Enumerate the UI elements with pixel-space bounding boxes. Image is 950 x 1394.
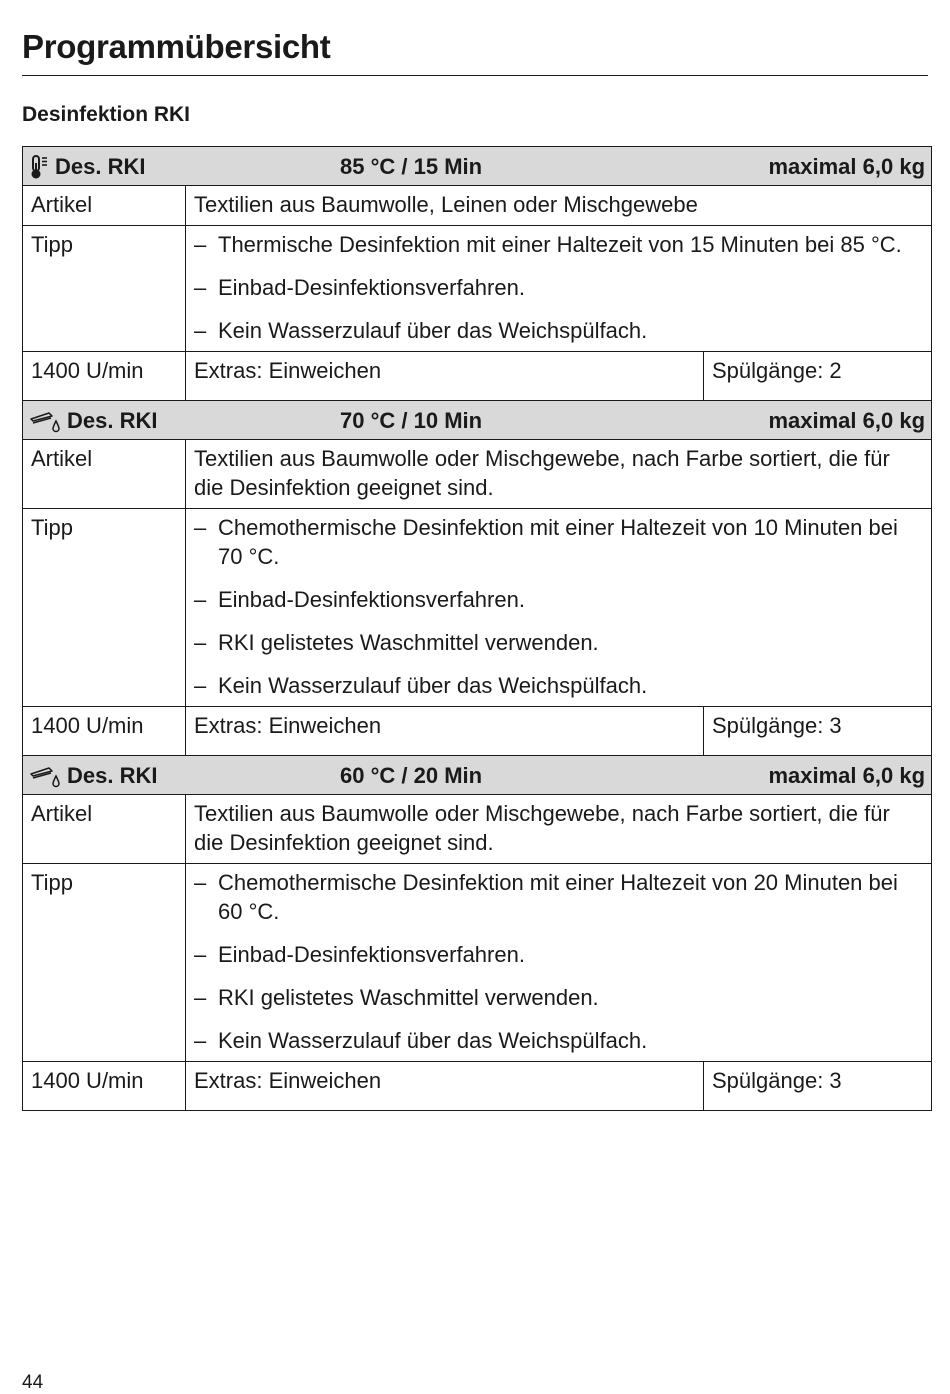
- program-max-load: maximal 6,0 kg: [768, 763, 926, 788]
- program-name: Des. RKI: [67, 763, 158, 788]
- artikel-label: Artikel: [23, 186, 186, 226]
- artikel-row: [23, 440, 932, 509]
- tipp-item: – Chemothermische Desinfektion mit einer Haltezeit von 20 Minuten bei 60 °C.: [194, 868, 923, 926]
- program-header: [23, 401, 932, 440]
- page-number: 44: [22, 1372, 44, 1393]
- program-name: Des. RKI: [67, 408, 158, 433]
- tipp-item: – Thermische Desinfektion mit einer Haltezeit von 15 Minuten bei 85 °C.: [194, 230, 923, 259]
- tipp-item: – Einbad-Desinfektionsverfahren.: [194, 940, 923, 969]
- chemical-dose-icon: [29, 409, 63, 433]
- tipp-list: [194, 868, 923, 1055]
- artikel-label: Artikel: [23, 440, 186, 509]
- program-header: [23, 756, 932, 795]
- artikel-text: Textilien aus Baumwolle, Leinen oder Mischgewebe: [186, 186, 932, 226]
- tipp-item: – Einbad-Desinfektionsverfahren.: [194, 585, 923, 614]
- artikel-text: Textilien aus Baumwolle oder Mischgewebe, nach Farbe sortiert, die für die Desinfektion geeignet sind.: [186, 795, 932, 864]
- spin-speed: 1400 U/min: [23, 707, 186, 756]
- artikel-text: Textilien aus Baumwolle oder Mischgewebe, nach Farbe sortiert, die für die Desinfektion geeignet sind.: [186, 440, 932, 509]
- rinse-count: Spülgänge: 3: [704, 1062, 932, 1111]
- program-tables: [22, 146, 931, 1111]
- tipp-list: [194, 513, 923, 700]
- tipp-row: [23, 509, 932, 707]
- chemical-dose-icon: [29, 764, 63, 788]
- tipp-item: – RKI gelistetes Waschmittel verwenden.: [194, 628, 923, 657]
- program-temperature-time: 70 °C / 10 Min: [340, 408, 483, 433]
- extras: Extras: Einweichen: [186, 352, 704, 401]
- program-table-70: [22, 400, 932, 756]
- spin-speed: 1400 U/min: [23, 1062, 186, 1111]
- program-footer-row: [23, 1062, 932, 1111]
- tipp-item: – Kein Wasserzulauf über das Weichspülfach.: [194, 316, 923, 345]
- program-temperature-time: 60 °C / 20 Min: [340, 763, 483, 788]
- program-table-85: [22, 146, 932, 401]
- tipp-item: – Kein Wasserzulauf über das Weichspülfach.: [194, 671, 923, 700]
- tipp-list: [194, 230, 923, 345]
- page-title: Programmübersicht: [22, 28, 331, 65]
- tipp-row: [23, 226, 932, 352]
- extras: Extras: Einweichen: [186, 707, 704, 756]
- tipp-item: – Chemothermische Desinfektion mit einer Haltezeit von 10 Minuten bei 70 °C.: [194, 513, 923, 571]
- rinse-count: Spülgänge: 3: [704, 707, 932, 756]
- extras: Extras: Einweichen: [186, 1062, 704, 1111]
- artikel-label: Artikel: [23, 795, 186, 864]
- tipp-label: Tipp: [23, 864, 186, 1062]
- spin-speed: 1400 U/min: [23, 352, 186, 401]
- program-footer-row: [23, 352, 932, 401]
- tipp-item: – Einbad-Desinfektionsverfahren.: [194, 273, 923, 302]
- tipp-row: [23, 864, 932, 1062]
- program-header: [23, 147, 932, 186]
- rinse-count: Spülgänge: 2: [704, 352, 932, 401]
- section-title: Desinfektion RKI: [22, 103, 191, 126]
- artikel-row: [23, 186, 932, 226]
- title-rule: [22, 75, 928, 76]
- tipp-label: Tipp: [23, 509, 186, 707]
- tipp-item: – RKI gelistetes Waschmittel verwenden.: [194, 983, 923, 1012]
- program-max-load: maximal 6,0 kg: [768, 408, 926, 433]
- program-footer-row: [23, 707, 932, 756]
- program-name: Des. RKI: [55, 154, 146, 179]
- tipp-label: Tipp: [23, 226, 186, 352]
- thermometer-icon: [29, 154, 51, 180]
- program-temperature-time: 85 °C / 15 Min: [340, 154, 483, 179]
- tipp-item: – Kein Wasserzulauf über das Weichspülfach.: [194, 1026, 923, 1055]
- artikel-row: [23, 795, 932, 864]
- program-table-60: [22, 755, 932, 1111]
- program-max-load: maximal 6,0 kg: [768, 154, 926, 179]
